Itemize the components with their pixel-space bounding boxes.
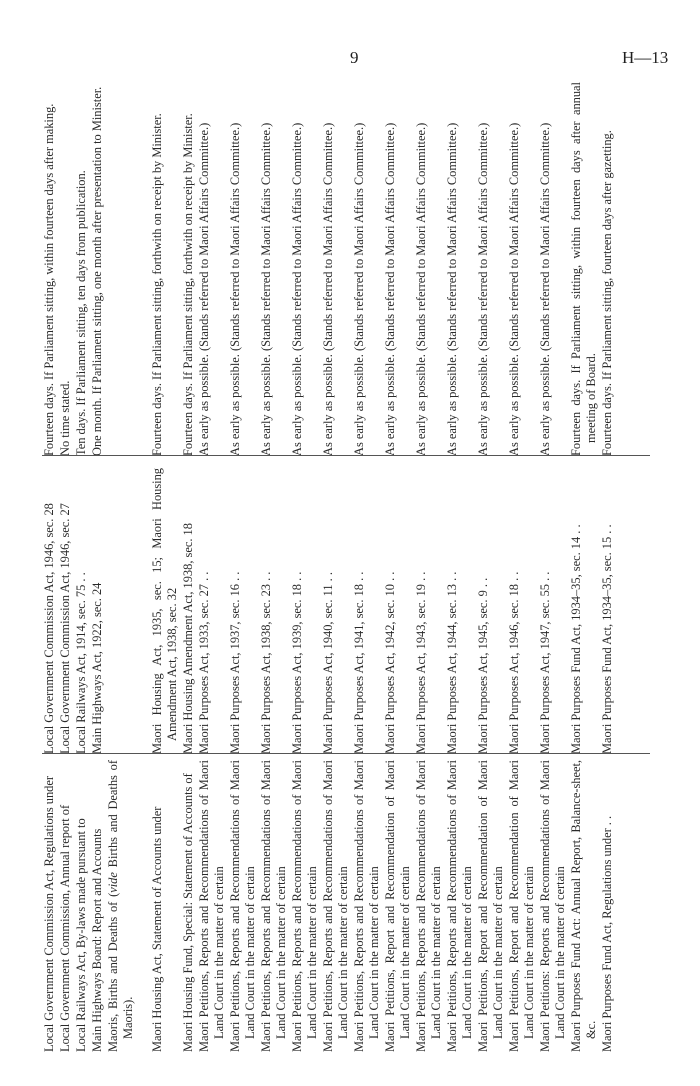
authority-cell: Maori Purposes Act, 1941, sec. 18 . . (352, 571, 366, 754)
time-for-presentation-cell: Fourteen days. If Parliament sitting, within fourteen days after making. (42, 103, 56, 456)
time-for-presentation-cell: Fourteen days. If Parliament sitting, forthwith on receipt by Minister. (181, 113, 195, 456)
paper-reference: H—13 (622, 48, 669, 67)
table-row (414, 72, 444, 1052)
time-for-presentation-cell: As early as possible. (Stands referred to Maori Affairs Committee.) (321, 122, 335, 456)
table-row (42, 72, 57, 1052)
time-for-presentation-cell: As early as possible. (Stands referred to Maori Affairs Committee.) (538, 122, 552, 456)
time-for-presentation-cell: No time stated. (58, 380, 72, 456)
authority-cell: Maori Purposes Act, 1938, sec. 23 . . (259, 571, 273, 754)
paper-title-cell: Maori Petitions, Reports and Recommendations of Maori Land Court in the matter of certain (414, 760, 443, 1052)
authority-cell: Maori Purposes Act, 1947, sec. 55 . . (538, 571, 552, 754)
paper-title-cell: Local Railways Act, By-laws made pursuant to (74, 818, 88, 1052)
paper-title-cell: Local Government Commission Act, Regulations under (42, 776, 56, 1052)
time-for-presentation-cell: As early as possible. (Stands referred to Maori Affairs Committee.) (352, 122, 366, 456)
paper-title-cell: Maori Petitions, Report and Recommendation of Maori Land Court in the matter of certain (476, 760, 505, 1052)
paper-title-cell: Maori Petitions, Report and Recommendation of Maori Land Court in the matter of certain (383, 760, 412, 1052)
column-divider (42, 753, 650, 754)
table-row (228, 72, 258, 1052)
paper-title-cell: Maori Petitions, Reports and Recommendations of Maori Land Court in the matter of certain (228, 760, 257, 1052)
table-row (476, 72, 506, 1052)
paper-title-cell: Maori Petitions: Reports and Recommendations of Maori Land Court in the matter of certain (538, 760, 567, 1052)
time-for-presentation-cell: Ten days. If Parliament sitting, ten days from publication. (74, 170, 88, 456)
paper-title-cell: Maori Housing Act, Statement of Accounts under (150, 806, 164, 1052)
paper-title-cell: Maori Petitions, Reports and Recommendations of Maori Land Court in the matter of certain (290, 760, 319, 1052)
table-row (383, 72, 413, 1052)
table-row (150, 72, 180, 1052)
paper-title-cell: Maori Petitions, Reports and Recommendations of Maori Land Court in the matter of certain (321, 760, 350, 1052)
paper-title-cell: Maoris, Births and Deaths of (vide Births and Deaths of Maoris). (106, 760, 135, 1052)
authority-cell: Maori Purposes Act, 1943, sec. 19 . . (414, 571, 428, 754)
authority-cell: Maori Purposes Fund Act, 1934–35, sec. 15 . . (600, 524, 614, 754)
column-divider (42, 455, 650, 456)
authority-cell: Maori Purposes Act, 1940, sec. 11 . . (321, 572, 335, 754)
paper-title-cell: Local Government Commission, Annual report of (58, 804, 72, 1052)
authority-cell: Local Government Commission Act, 1946, sec. 27 (58, 503, 72, 754)
table-row (290, 72, 320, 1052)
table-row (538, 72, 568, 1052)
table-row (90, 72, 105, 1052)
page-number: 9 (350, 48, 359, 67)
table-row (569, 72, 599, 1052)
authority-cell: Local Government Commission Act, 1946, sec. 28 (42, 503, 56, 754)
paper-title-cell: Maori Petitions, Reports and Recommendations of Maori Land Court in the matter of certain (259, 760, 288, 1052)
authority-cell: Maori Purposes Act, 1937, sec. 16 . . (228, 571, 242, 754)
table-row (181, 72, 196, 1052)
authority-cell: Maori Purposes Fund Act, 1934–35, sec. 14 . . (569, 524, 583, 754)
authority-cell: Maori Purposes Act, 1939, sec. 18 . . (290, 571, 304, 754)
time-for-presentation-cell: One month. If Parliament sitting, one month after presentation to Minister. (90, 86, 104, 456)
table-row (259, 72, 289, 1052)
table-row (352, 72, 382, 1052)
paper-title-cell: Maori Housing Fund, Special: Statement of Accounts of (181, 773, 195, 1052)
time-for-presentation-cell: As early as possible. (Stands referred to Maori Affairs Committee.) (476, 122, 490, 456)
authority-cell: Maori Purposes Act, 1933, sec. 27 . . (197, 571, 211, 754)
table-row (600, 72, 615, 1052)
table-row (445, 72, 475, 1052)
time-for-presentation-cell: Fourteen days. If Parliament sitting, forthwith on receipt by Minister. (150, 113, 164, 456)
authority-cell: Maori Purposes Act, 1945, sec. 9 . . (476, 577, 490, 754)
time-for-presentation-cell: As early as possible. (Stands referred to Maori Affairs Committee.) (197, 122, 211, 456)
time-for-presentation-cell: As early as possible. (Stands referred to Maori Affairs Committee.) (383, 122, 397, 456)
time-for-presentation-cell: As early as possible. (Stands referred to Maori Affairs Committee.) (259, 122, 273, 456)
time-for-presentation-cell: As early as possible. (Stands referred to Maori Affairs Committee.) (290, 122, 304, 456)
paper-title-cell: Maori Petitions, Reports and Recommendations of Maori Land Court in the matter of certain (197, 760, 226, 1052)
paper-title-cell: Maori Petitions, Report and Recommendation of Maori Land Court in the matter of certain (507, 760, 536, 1052)
statutory-papers-table (42, 72, 662, 1052)
paper-title-cell: Maori Petitions, Reports and Recommendations of Maori Land Court in the matter of certain (445, 760, 474, 1052)
table-row (507, 72, 537, 1052)
authority-cell: Maori Purposes Act, 1942, sec. 10 . . (383, 571, 397, 754)
time-for-presentation-cell: As early as possible. (Stands referred to Maori Affairs Committee.) (414, 122, 428, 456)
authority-cell: Maori Purposes Act, 1946, sec. 18 . . (507, 571, 521, 754)
paper-title-cell: Maori Petitions, Reports and Recommendations of Maori Land Court in the matter of certain (352, 760, 381, 1052)
time-for-presentation-cell: Fourteen days. If Parliament sitting, within fourteen days after annual meeting of Board. (569, 82, 598, 456)
time-for-presentation-cell: As early as possible. (Stands referred to Maori Affairs Committee.) (445, 122, 459, 456)
table-row (74, 72, 89, 1052)
time-for-presentation-cell: As early as possible. (Stands referred to Maori Affairs Committee.) (228, 122, 242, 456)
paper-title-cell: Maori Purposes Fund Act: Annual Report, Balance-sheet, &c. (569, 760, 598, 1052)
table-row (106, 72, 136, 1052)
paper-title-cell: Main Highways Board: Report and Accounts (90, 828, 104, 1052)
paper-title-cell: Maori Purposes Fund Act, Regulations under . . (600, 815, 614, 1052)
authority-cell: Maori Housing Act, 1935, sec. 15; Maori Housing Amendment Act, 1938, sec. 32 (150, 468, 179, 754)
authority-cell: Main Highways Act, 1922, sec. 24 (90, 582, 104, 754)
time-for-presentation-cell: As early as possible. (Stands referred to Maori Affairs Committee.) (507, 122, 521, 456)
table-row (58, 72, 73, 1052)
authority-cell: Local Railways Act, 1914, sec. 75 . . (74, 572, 88, 754)
table-row (197, 72, 227, 1052)
authority-cell: Maori Purposes Act, 1944, sec. 13 . . (445, 571, 459, 754)
authority-cell: Maori Housing Amendment Act, 1938, sec. 18 (181, 523, 195, 754)
table-row (321, 72, 351, 1052)
time-for-presentation-cell: Fourteen days. If Parliament sitting, fourteen days after gazetting. (600, 130, 614, 456)
